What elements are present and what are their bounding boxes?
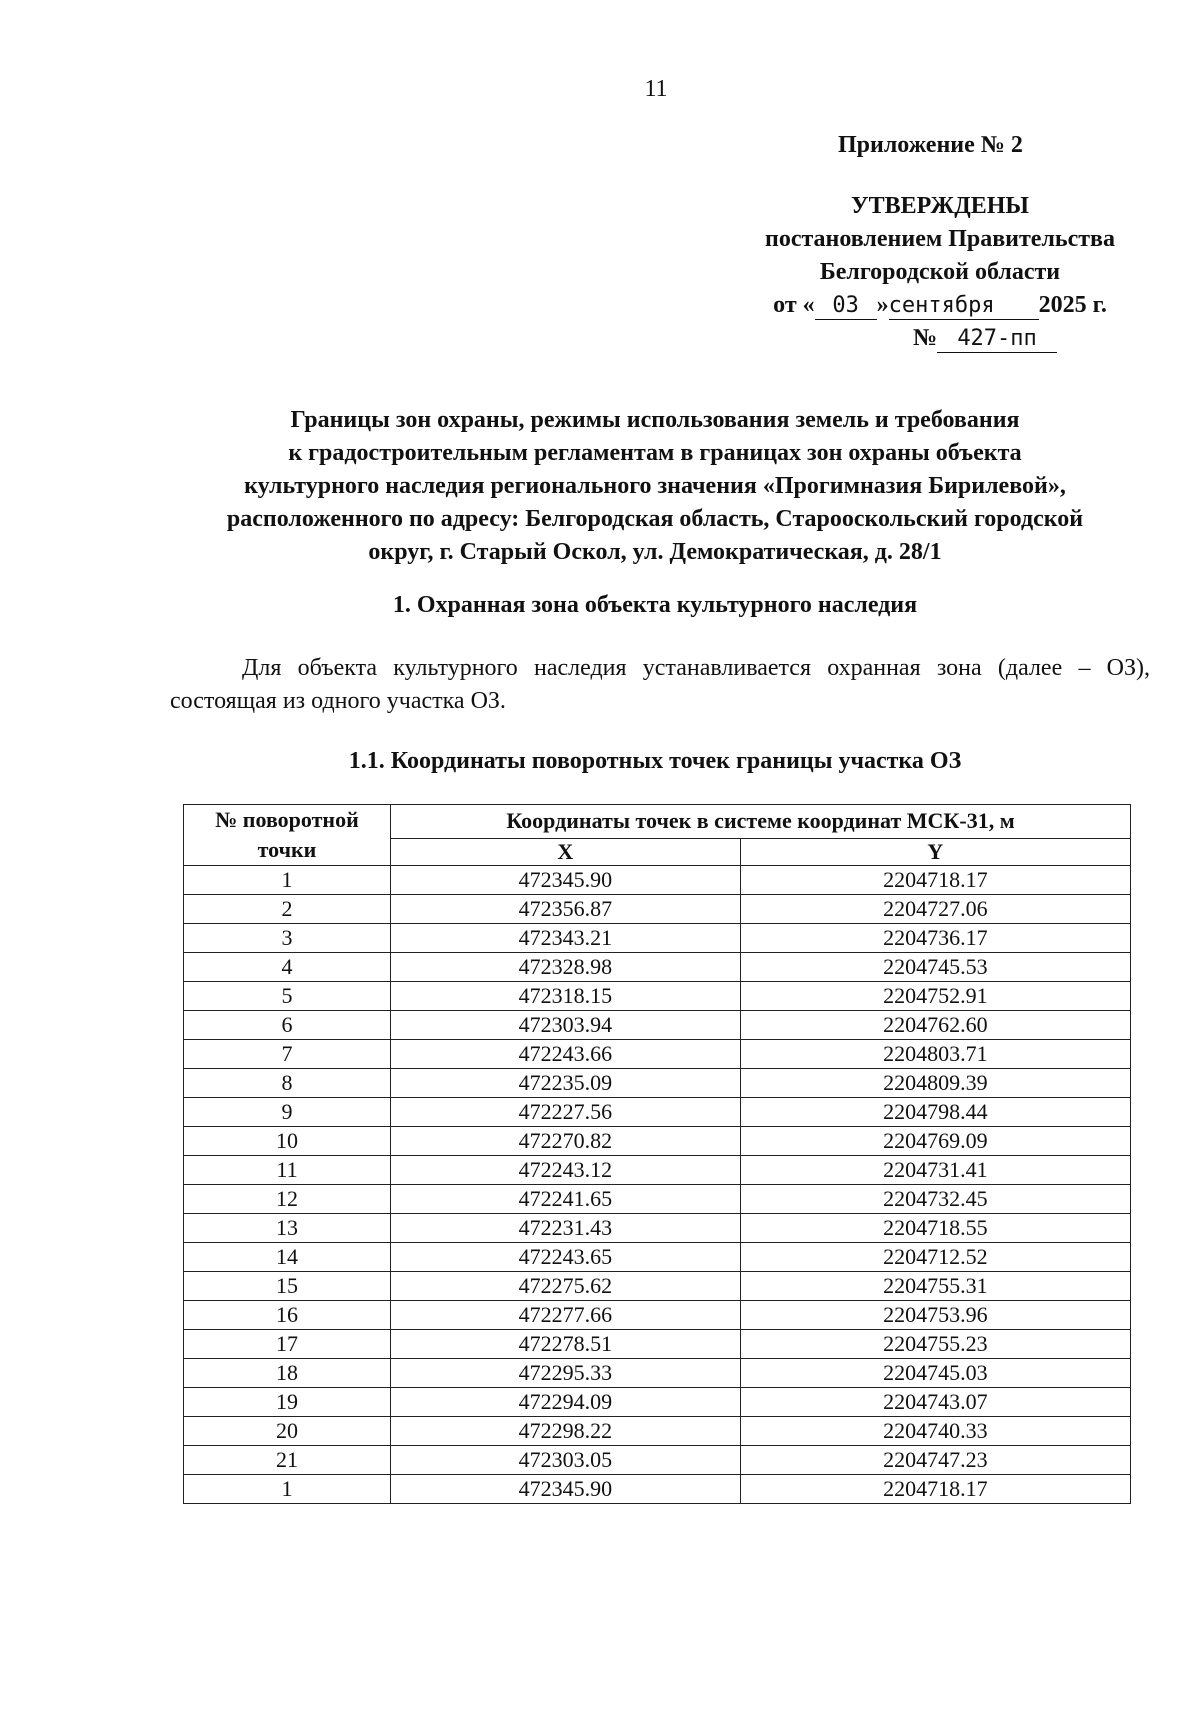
point-number-cell: 21 (184, 1446, 391, 1475)
point-number-cell: 14 (184, 1243, 391, 1272)
table-row (184, 1446, 1131, 1475)
y-coordinate-cell: 2204755.31 (740, 1272, 1130, 1301)
y-coordinate-cell: 2204762.60 (740, 1011, 1130, 1040)
table-row (184, 1388, 1131, 1417)
date-quote-close: » (876, 292, 889, 318)
table-row (184, 1301, 1131, 1330)
x-coordinate-cell: 472298.22 (391, 1417, 741, 1446)
y-coordinate-cell: 2204743.07 (740, 1388, 1130, 1417)
point-number-cell: 3 (184, 924, 391, 953)
table-row (184, 1417, 1131, 1446)
y-coordinate-cell: 2204798.44 (740, 1098, 1130, 1127)
document-title (160, 404, 1150, 569)
table-row (184, 1040, 1131, 1069)
y-coordinate-cell: 2204731.41 (740, 1156, 1130, 1185)
y-coordinate-cell: 2204755.23 (740, 1330, 1130, 1359)
point-number-cell: 1 (184, 866, 391, 895)
coordinates-header: Координаты точек в системе координат МСК-31, м (391, 805, 1131, 839)
x-coordinate-cell: 472243.65 (391, 1243, 741, 1272)
table-row (184, 1127, 1131, 1156)
y-header: Y (740, 838, 1130, 865)
x-coordinate-cell: 472277.66 (391, 1301, 741, 1330)
point-number-cell: 13 (184, 1214, 391, 1243)
title-line: к градостроительным регламентам в границах зон охраны объекта (288, 440, 1022, 466)
table-row (184, 1185, 1131, 1214)
table-row (184, 953, 1131, 982)
title-line: округ, г. Старый Оскол, ул. Демократическая, д. 28/1 (368, 539, 942, 565)
y-coordinate-cell: 2204718.17 (740, 866, 1130, 895)
table-row (184, 1272, 1131, 1301)
title-line: расположенного по адресу: Белгородская область, Старооскольский городской (226, 506, 1084, 532)
table-row (184, 1156, 1131, 1185)
x-coordinate-cell: 472270.82 (391, 1127, 741, 1156)
y-coordinate-cell: 2204745.03 (740, 1359, 1130, 1388)
page-number: 11 (644, 76, 668, 102)
y-coordinate-cell: 2204727.06 (740, 895, 1130, 924)
y-coordinate-cell: 2204740.33 (740, 1417, 1130, 1446)
point-number-cell: 6 (184, 1011, 391, 1040)
x-coordinate-cell: 472278.51 (391, 1330, 741, 1359)
table-row (184, 1359, 1131, 1388)
appendix-label: Приложение № 2 (838, 132, 1023, 158)
y-coordinate-cell: 2204736.17 (740, 924, 1130, 953)
approval-block (740, 190, 1140, 355)
x-coordinate-cell: 472243.66 (391, 1040, 741, 1069)
date-year: 2025 г. (1038, 292, 1107, 318)
table-row (184, 895, 1131, 924)
number-prefix: № (912, 325, 938, 351)
point-number-cell: 12 (184, 1185, 391, 1214)
x-coordinate-cell: 472241.65 (391, 1185, 741, 1214)
point-number-cell: 8 (184, 1069, 391, 1098)
y-coordinate-cell: 2204718.17 (740, 1475, 1130, 1504)
section-paragraph: Для объекта культурного наследия устанавливается охранная зона (далее – ОЗ), состоящая из одного участка ОЗ. (170, 655, 1150, 714)
x-coordinate-cell: 472318.15 (391, 982, 741, 1011)
point-number-cell: 2 (184, 895, 391, 924)
table-row (184, 1475, 1131, 1504)
y-coordinate-cell: 2204809.39 (740, 1069, 1130, 1098)
y-coordinate-cell: 2204769.09 (740, 1127, 1130, 1156)
approval-line-2: Белгородской области (819, 259, 1061, 285)
x-coordinate-cell: 472295.33 (391, 1359, 741, 1388)
y-coordinate-cell: 2204752.91 (740, 982, 1130, 1011)
point-number-cell: 16 (184, 1301, 391, 1330)
table-row (184, 866, 1131, 895)
point-number-cell: 11 (184, 1156, 391, 1185)
y-coordinate-cell: 2204803.71 (740, 1040, 1130, 1069)
table-row (184, 1011, 1131, 1040)
x-coordinate-cell: 472356.87 (391, 895, 741, 924)
x-coordinate-cell: 472345.90 (391, 1475, 741, 1504)
date-prefix: от « (773, 292, 815, 318)
subsection-heading: 1.1. Координаты поворотных точек границы участка ОЗ (348, 748, 962, 774)
approval-number-line (740, 322, 1140, 355)
y-coordinate-cell: 2204712.52 (740, 1243, 1130, 1272)
x-coordinate-cell: 472243.12 (391, 1156, 741, 1185)
date-day: 03 (815, 293, 877, 320)
point-number-cell: 15 (184, 1272, 391, 1301)
table-row (184, 1330, 1131, 1359)
x-coordinate-cell: 472303.05 (391, 1446, 741, 1475)
y-coordinate-cell: 2204753.96 (740, 1301, 1130, 1330)
x-coordinate-cell: 472343.21 (391, 924, 741, 953)
section-heading: 1. Охранная зона объекта культурного наследия (392, 592, 918, 618)
x-coordinate-cell: 472345.90 (391, 866, 741, 895)
y-coordinate-cell: 2204718.55 (740, 1214, 1130, 1243)
x-coordinate-cell: 472227.56 (391, 1098, 741, 1127)
point-number-cell: 7 (184, 1040, 391, 1069)
x-coordinate-cell: 472235.09 (391, 1069, 741, 1098)
table-row (184, 982, 1131, 1011)
approved-heading: УТВЕРЖДЕНЫ (851, 193, 1029, 219)
point-number-cell: 9 (184, 1098, 391, 1127)
x-coordinate-cell: 472294.09 (391, 1388, 741, 1417)
date-month: сентября (889, 293, 1039, 320)
coordinates-table (183, 804, 1131, 1504)
table-row (184, 1098, 1131, 1127)
table-row (184, 1243, 1131, 1272)
point-number-cell: 19 (184, 1388, 391, 1417)
point-number-cell: 10 (184, 1127, 391, 1156)
table-row (184, 1069, 1131, 1098)
point-number-cell: 1 (184, 1475, 391, 1504)
decree-number: 427-пп (937, 326, 1057, 353)
point-number-cell: 5 (184, 982, 391, 1011)
x-coordinate-cell: 472328.98 (391, 953, 741, 982)
x-coordinate-cell: 472275.62 (391, 1272, 741, 1301)
y-coordinate-cell: 2204747.23 (740, 1446, 1130, 1475)
title-line: культурного наследия регионального значения «Прогимназия Бирилевой», (244, 473, 1066, 499)
point-number-cell: 20 (184, 1417, 391, 1446)
y-coordinate-cell: 2204732.45 (740, 1185, 1130, 1214)
point-number-header: № поворотной точки (184, 805, 391, 866)
point-number-cell: 17 (184, 1330, 391, 1359)
point-number-cell: 18 (184, 1359, 391, 1388)
x-coordinate-cell: 472231.43 (391, 1214, 741, 1243)
table-row (184, 1214, 1131, 1243)
table-row (184, 924, 1131, 953)
point-number-cell: 4 (184, 953, 391, 982)
x-header: X (391, 838, 741, 865)
y-coordinate-cell: 2204745.53 (740, 953, 1130, 982)
table-body (184, 866, 1131, 1504)
approval-date-line (740, 289, 1140, 322)
x-coordinate-cell: 472303.94 (391, 1011, 741, 1040)
approval-line-1: постановлением Правительства (764, 226, 1115, 252)
title-line: Границы зон охраны, режимы использования земель и требования (290, 407, 1020, 433)
table-header-row (184, 805, 1131, 839)
